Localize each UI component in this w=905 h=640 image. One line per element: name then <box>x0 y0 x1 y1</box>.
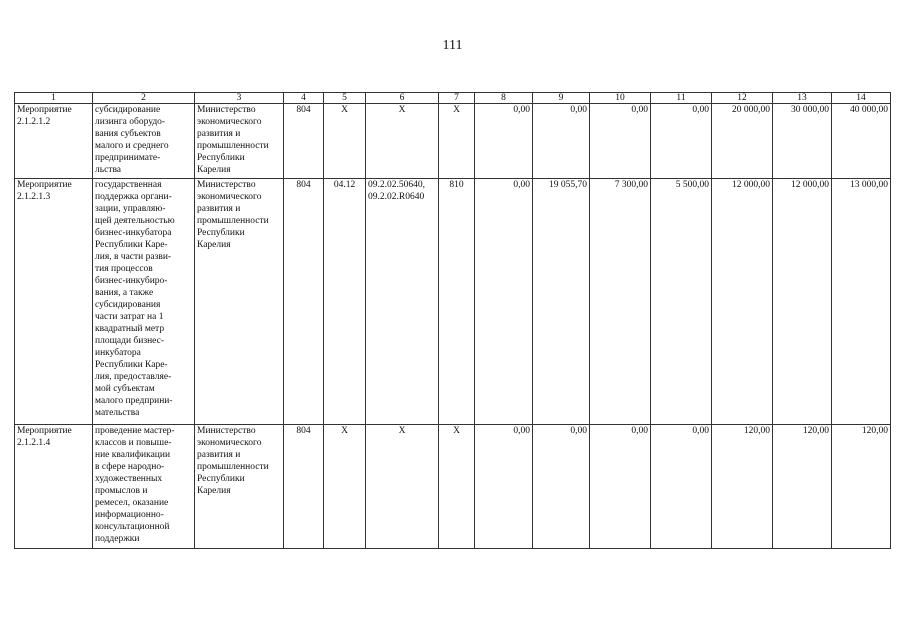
table-row <box>15 104 891 179</box>
code-cell: 804 <box>284 425 324 549</box>
code-cell: 804 <box>284 179 324 425</box>
column-header: 1 <box>15 93 93 104</box>
column-header: 5 <box>324 93 366 104</box>
value-cell: 0,00 <box>590 104 651 179</box>
code-cell: Х <box>439 425 475 549</box>
column-header: 10 <box>590 93 651 104</box>
code-cell: Х <box>366 104 439 179</box>
measure-cell: Мероприятие 2.1.2.1.3 <box>15 179 93 425</box>
column-header: 13 <box>773 93 832 104</box>
value-cell: 19 055,70 <box>533 179 590 425</box>
description-cell: субсидирование лизинга оборудо- вания субъектов малого и среднего предпринимате- льства <box>93 104 195 179</box>
value-cell: 7 300,00 <box>590 179 651 425</box>
value-cell: 0,00 <box>533 104 590 179</box>
column-header: 9 <box>533 93 590 104</box>
column-header: 3 <box>195 93 284 104</box>
value-cell: 12 000,00 <box>712 179 773 425</box>
column-header: 4 <box>284 93 324 104</box>
executor-cell: Министерство экономического развития и промышленности Республики Карелия <box>195 425 284 549</box>
code-cell: Х <box>439 104 475 179</box>
value-cell: 0,00 <box>475 104 533 179</box>
measure-cell: Мероприятие 2.1.2.1.2 <box>15 104 93 179</box>
value-cell: 0,00 <box>590 425 651 549</box>
code-cell: 04.12 <box>324 179 366 425</box>
header-row <box>15 93 891 104</box>
column-header: 14 <box>832 93 891 104</box>
description-cell: проведение мастер- классов и повыше- ние квалификации в сфере народно- художественных промыслов и ремесел, оказание информационно- консультационной поддержки <box>93 425 195 549</box>
code-cell: Х <box>366 425 439 549</box>
value-cell: 30 000,00 <box>773 104 832 179</box>
value-cell: 0,00 <box>651 104 712 179</box>
measure-cell: Мероприятие 2.1.2.1.4 <box>15 425 93 549</box>
column-header: 12 <box>712 93 773 104</box>
value-cell: 120,00 <box>712 425 773 549</box>
column-header: 7 <box>439 93 475 104</box>
value-cell: 120,00 <box>832 425 891 549</box>
value-cell: 20 000,00 <box>712 104 773 179</box>
value-cell: 120,00 <box>773 425 832 549</box>
code-cell: 804 <box>284 104 324 179</box>
code-cell: Х <box>324 425 366 549</box>
column-header: 8 <box>475 93 533 104</box>
code-cell: Х <box>324 104 366 179</box>
value-cell: 0,00 <box>475 179 533 425</box>
value-cell: 0,00 <box>475 425 533 549</box>
value-cell: 40 000,00 <box>832 104 891 179</box>
value-cell: 12 000,00 <box>773 179 832 425</box>
column-header: 6 <box>366 93 439 104</box>
executor-cell: Министерство экономического развития и промышленности Республики Карелия <box>195 179 284 425</box>
table-row <box>15 179 891 425</box>
value-cell: 13 000,00 <box>832 179 891 425</box>
code-cell: 810 <box>439 179 475 425</box>
description-cell: государственная поддержка органи- зации, управляю- щей деятельностью бизнес-инкубатора Республики Каре- лия, в части разви- тия процессов бизнес-инкубиро- вания, а также субсидирования части затрат на 1 квадратный метр площади бизнес- инкубатора Республики Каре- лия, предоставляе- мой субъектам малого предприни- мательства <box>93 179 195 425</box>
code-cell: 09.2.02.50640, 09.2.02.R0640 <box>366 179 439 425</box>
executor-cell: Министерство экономического развития и промышленности Республики Карелия <box>195 104 284 179</box>
table-row <box>15 425 891 549</box>
value-cell: 0,00 <box>533 425 590 549</box>
page-number: 111 <box>442 38 463 53</box>
value-cell: 0,00 <box>651 425 712 549</box>
value-cell: 5 500,00 <box>651 179 712 425</box>
budget-table <box>14 92 891 549</box>
column-header: 2 <box>93 93 195 104</box>
column-header: 11 <box>651 93 712 104</box>
